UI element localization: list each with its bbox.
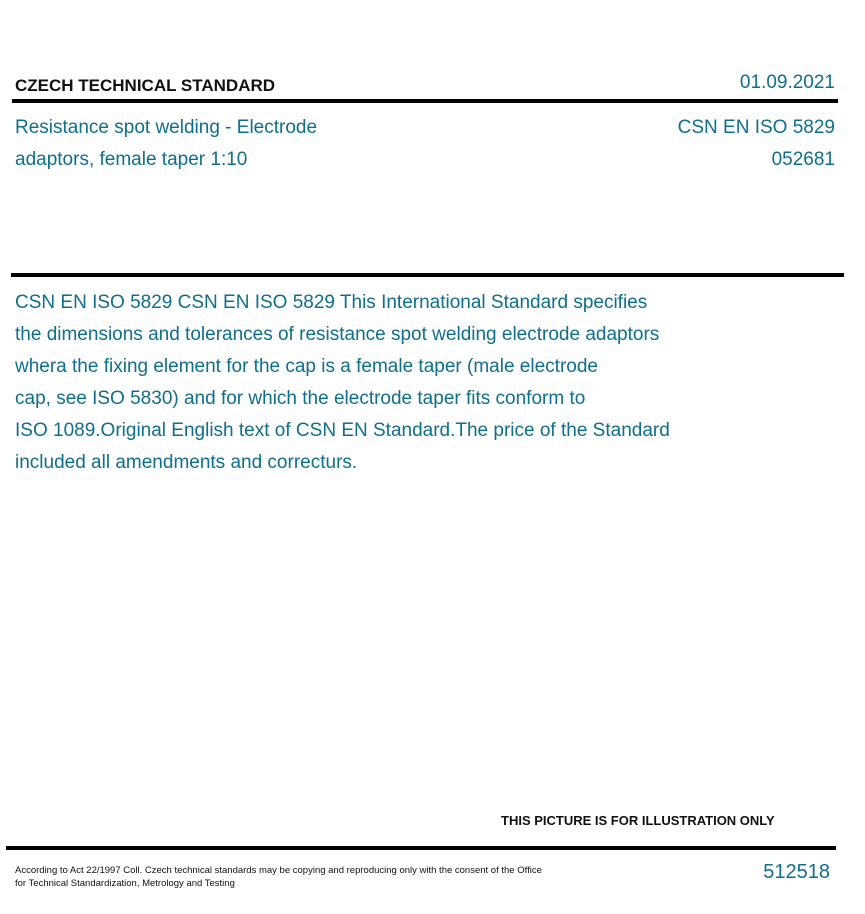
catalog-number: 052681 xyxy=(771,149,835,170)
footer-divider xyxy=(6,846,836,850)
section-divider xyxy=(11,273,844,277)
description-line: the dimensions and tolerances of resistance spot welding electrode adaptors xyxy=(15,324,660,345)
description-line: included all amendments and correcturs. xyxy=(15,452,358,473)
description-line: cap, see ISO 5830) and for which the electrode taper fits conform to xyxy=(15,388,586,409)
standard-title-line-1: Resistance spot welding - Electrode xyxy=(15,117,318,138)
legal-notice-line-2: for Technical Standardization, Metrology and Testing xyxy=(15,878,235,889)
legal-notice-line-1: According to Act 22/1997 Coll. Czech technical standards may be copying and reproducing only with the consent of the Office xyxy=(15,865,542,876)
document-header-title: CZECH TECHNICAL STANDARD xyxy=(15,76,276,95)
footer-number: 512518 xyxy=(763,861,830,883)
header-divider xyxy=(12,99,838,103)
description-line: ISO 1089.Original English text of CSN EN Standard.The price of the Standard xyxy=(15,420,670,441)
description-line: whera the fixing element for the cap is a female taper (male electrode xyxy=(15,356,598,377)
standard-code: CSN EN ISO 5829 xyxy=(677,117,835,138)
illustration-note: THIS PICTURE IS FOR ILLUSTRATION ONLY xyxy=(501,813,775,828)
standard-title-line-2: adaptors, female taper 1:10 xyxy=(15,149,248,170)
description-line: CSN EN ISO 5829 CSN EN ISO 5829 This International Standard specifies xyxy=(15,292,648,313)
publication-date: 01.09.2021 xyxy=(739,72,835,93)
